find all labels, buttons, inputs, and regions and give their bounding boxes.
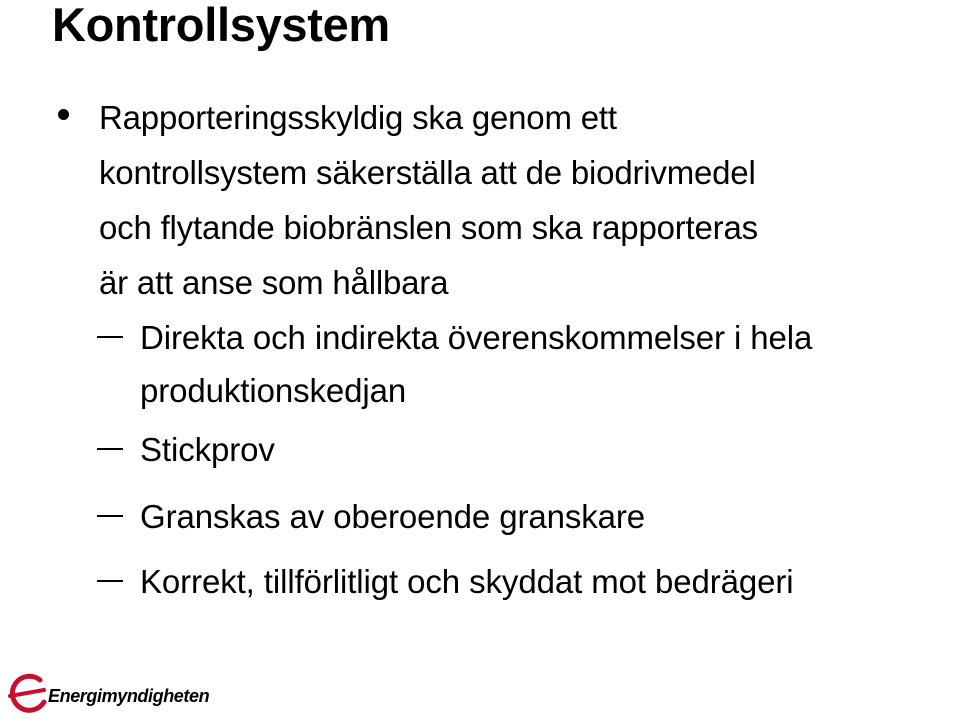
sub-bullet-text: Direkta och indirekta överenskommelser i hela produktionskedjan (140, 319, 813, 409)
dash-icon (97, 515, 123, 517)
dash-icon (97, 448, 123, 450)
energimyndigheten-logo (4, 672, 224, 718)
logo-name: Energimyndigheten (48, 686, 210, 706)
sub-bullet-text: Korrekt, tillförlitligt och skyddat mot bedrägeri (140, 563, 794, 600)
main-bullet-text: Rapporteringsskyldig ska genom ett kontrollsystem säkerställa att de biodrivmedel och flytande biobränslen som ska rapporteras är att anse som hållbara (99, 99, 758, 301)
bullet-dot-icon (58, 109, 69, 120)
energimyndigheten-logo-icon (4, 672, 50, 718)
sub-bullet-text: Stickprov (140, 431, 275, 468)
slide-title: Kontrollsystem (52, 0, 390, 51)
dash-icon (97, 336, 123, 338)
dash-icon (97, 580, 123, 582)
sub-bullet-text: Granskas av oberoende granskare (140, 498, 646, 535)
